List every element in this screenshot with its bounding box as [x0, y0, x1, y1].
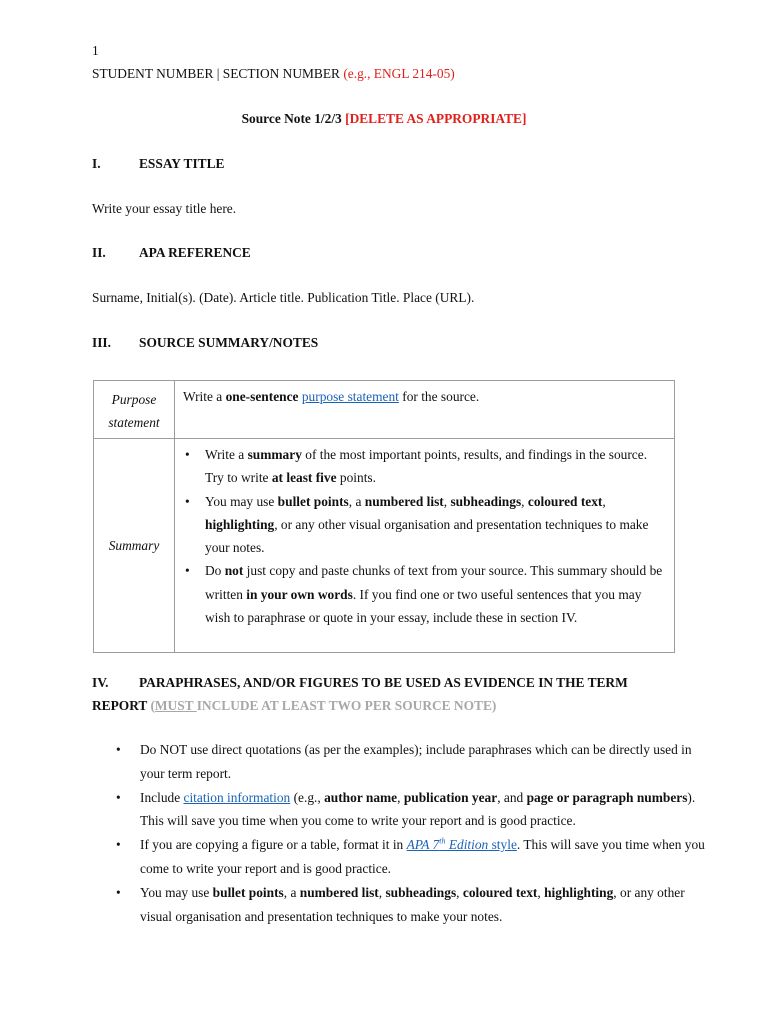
text: Do — [205, 563, 225, 579]
bold-text: numbered list — [364, 493, 444, 509]
citation-information-link[interactable]: citation information — [183, 789, 291, 805]
bold-text: at least five — [271, 470, 337, 486]
bold-text: in your own words — [246, 586, 353, 602]
bold-text: one-sentence — [225, 389, 299, 404]
apa-style-link[interactable] — [407, 837, 517, 852]
underlined-text: MUST — [154, 698, 197, 713]
heading-number: I. — [92, 156, 101, 171]
must-include-note — [150, 698, 496, 713]
link-text: Edition — [445, 837, 489, 853]
evidence-bullet-list — [116, 738, 710, 929]
text: INCLUDE AT LEAST TWO PER SOURCE NOTE) — [196, 698, 497, 713]
bold-text: author name — [324, 789, 398, 805]
heading-source-summary — [92, 335, 318, 351]
heading-text: REPORT — [92, 698, 148, 713]
heading-text: ESSAY TITLE — [139, 156, 225, 171]
text: You may use — [205, 493, 278, 509]
purpose-label-line1: Purpose — [111, 391, 157, 407]
text: Include — [140, 789, 184, 805]
summary-content-cell — [175, 439, 675, 653]
list-item — [140, 786, 710, 833]
text: , — [537, 885, 545, 901]
bold-text: bullet points — [212, 885, 284, 901]
bold-text: highlighting — [544, 885, 614, 901]
list-item — [205, 443, 666, 490]
text: , or any other visual organisation and presentation techniques to make your notes. — [140, 885, 685, 924]
list-item — [140, 738, 710, 785]
heading-text: PARAPHRASES, AND/OR FIGURES TO BE USED AS EVIDENCE IN THE TERM — [139, 675, 628, 690]
text: of the most important points, results, and findings in the source. Try to write — [205, 447, 648, 486]
text: for the source. — [398, 389, 480, 404]
purpose-label-line2: statement — [108, 414, 160, 430]
text: , — [521, 493, 528, 509]
heading-number: II. — [92, 245, 106, 260]
text: ). This will save you time when you come to write your report and is good practice. — [140, 789, 696, 829]
purpose-statement-link[interactable]: purpose statement — [301, 389, 399, 404]
bold-text: page or paragraph numbers — [526, 789, 688, 805]
purpose-label-cell — [94, 381, 175, 439]
text: ( — [150, 698, 155, 713]
text: , — [397, 789, 404, 805]
text: . This will save you time when you come to write your report and is good practice. — [140, 837, 705, 876]
summary-bullet-list — [183, 443, 666, 629]
bold-text: not — [224, 563, 244, 579]
table-row-purpose — [94, 381, 675, 439]
page-title — [0, 111, 768, 127]
text: just copy and paste chunks of text from your source. This summary should be written — [205, 563, 663, 602]
bold-text: highlighting — [205, 516, 275, 532]
title-note: [DELETE AS APPROPRIATE] — [345, 111, 527, 126]
list-item — [205, 559, 666, 629]
source-notes-table — [93, 380, 675, 653]
text: Write a — [183, 389, 226, 404]
essay-title-body: Write your essay title here. — [92, 201, 237, 216]
student-info: STUDENT NUMBER | SECTION NUMBER — [92, 66, 340, 81]
text: , a — [348, 493, 365, 509]
heading-number: IV. — [92, 675, 109, 690]
text: , — [602, 493, 606, 509]
heading-apa-reference — [92, 245, 251, 261]
text: , — [443, 493, 451, 509]
header-line — [92, 66, 455, 82]
heading-essay-title — [92, 156, 224, 172]
purpose-content-cell — [175, 381, 675, 439]
link-text: style — [488, 837, 517, 853]
bold-text: numbered list — [299, 885, 379, 901]
bold-text: coloured text — [462, 885, 538, 901]
bold-text: coloured text — [527, 493, 603, 509]
text: , a — [283, 885, 300, 901]
title-main: Source Note 1/2/3 — [241, 111, 342, 126]
text: (e.g., — [290, 789, 325, 805]
text: Write a — [205, 447, 248, 462]
text: points. — [336, 470, 376, 486]
section-example: (e.g., ENGL 214-05) — [343, 66, 455, 81]
bold-text: bullet points — [277, 493, 349, 509]
text: . If you find one or two useful sentences that you may wish to paraphrase or quote in your essay, include these in section IV. — [205, 586, 642, 626]
link-superscript: th — [439, 836, 446, 846]
text: , — [456, 885, 463, 901]
table-row-summary — [94, 439, 675, 653]
apa-reference-body: Surname, Initial(s). (Date). Article title. Publication Title. Place (URL). — [92, 290, 475, 305]
heading-paraphrases-line2 — [92, 698, 496, 714]
text: , or any other visual organisation and presentation techniques to make your notes. — [205, 516, 649, 556]
page-number: 1 — [92, 43, 99, 58]
text: Do NOT use direct quotations (as per the examples); include paraphrases which can be directly used in your term report. — [140, 742, 692, 781]
summary-label-cell: Summary — [94, 439, 175, 653]
list-item — [205, 490, 666, 560]
heading-text: APA REFERENCE — [139, 245, 251, 260]
heading-number: III. — [92, 335, 111, 350]
text: If you are copying a figure or a table, format it in — [140, 837, 407, 853]
list-item — [140, 881, 710, 928]
bold-text: subheadings — [385, 885, 457, 901]
bold-text: publication year — [403, 789, 498, 805]
text: You may use — [140, 885, 213, 901]
text: , and — [497, 789, 527, 805]
list-item — [140, 833, 710, 880]
bold-text: subheadings — [450, 493, 522, 509]
heading-paraphrases — [92, 675, 628, 691]
heading-text: SOURCE SUMMARY/NOTES — [139, 335, 319, 350]
link-text: APA 7 — [406, 837, 440, 853]
bold-text: summary — [247, 447, 302, 462]
text: , — [378, 885, 386, 901]
